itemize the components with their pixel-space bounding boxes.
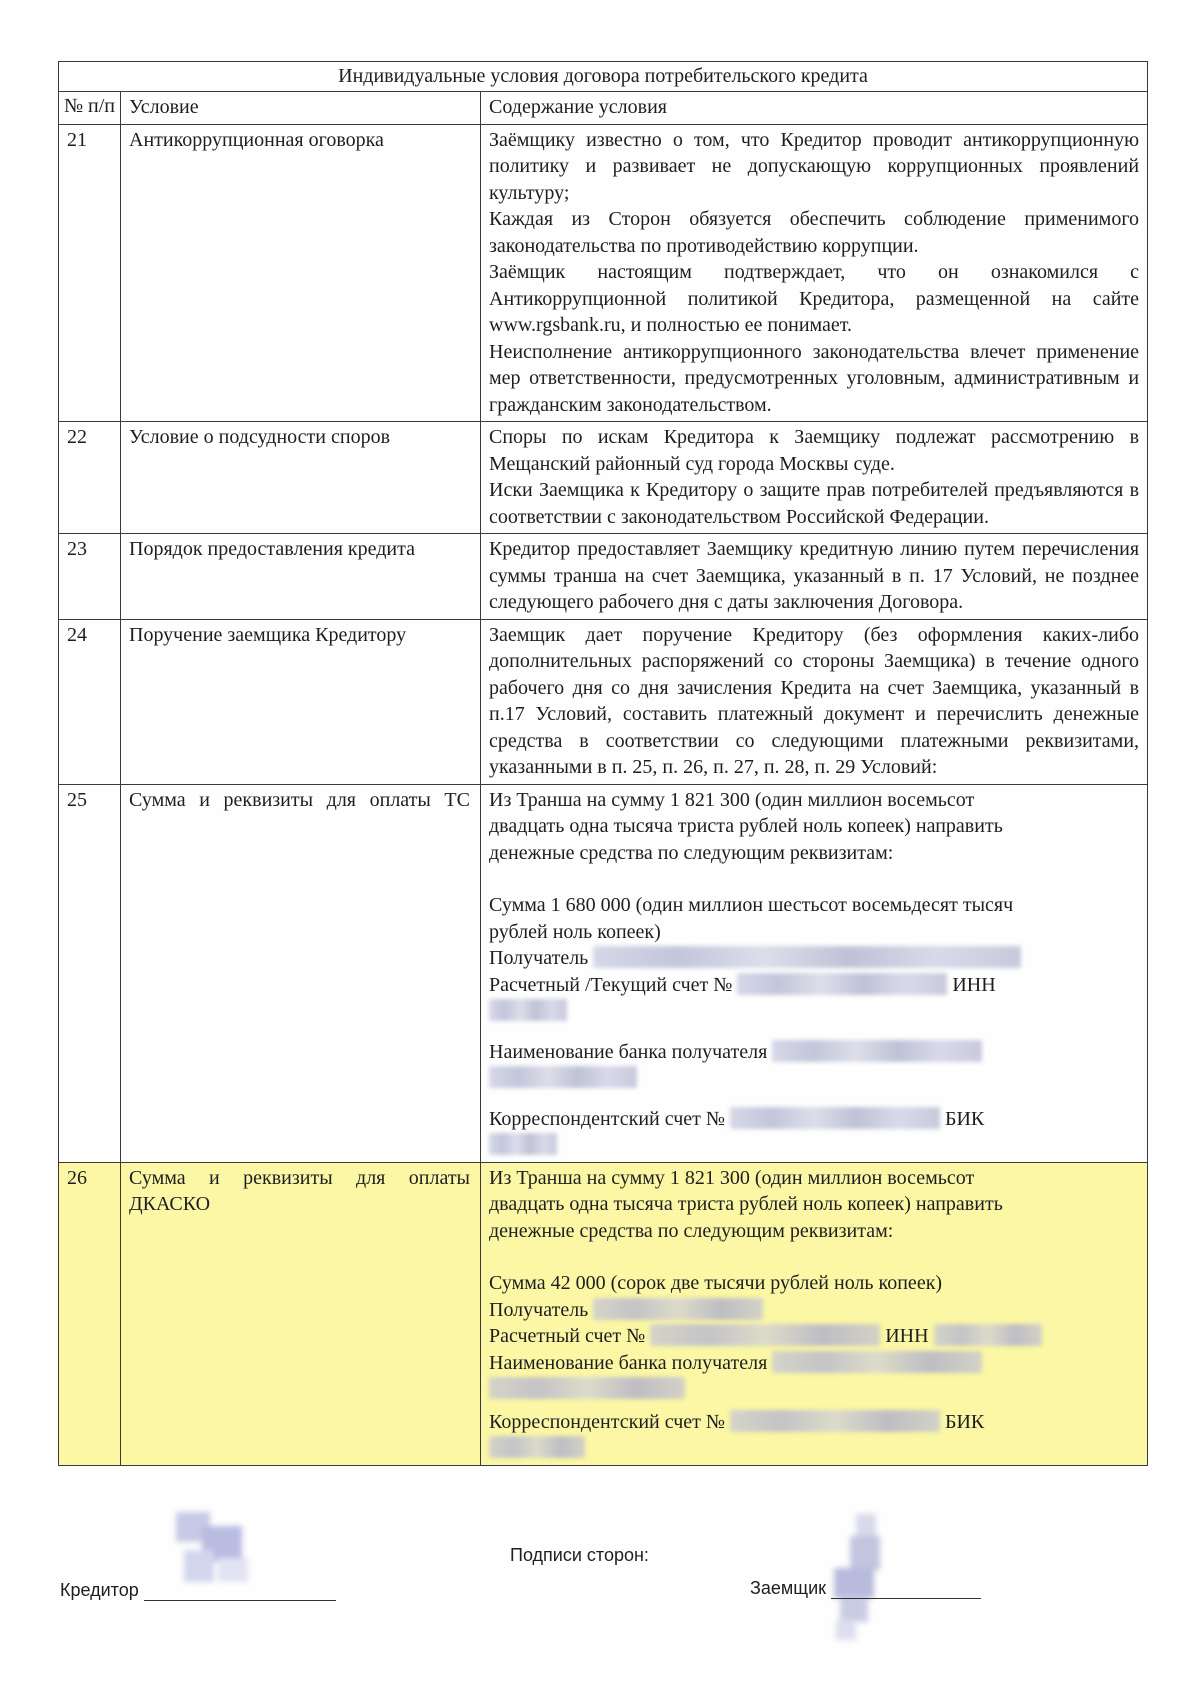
redacted-bik — [489, 1436, 585, 1458]
row-number: 21 — [59, 124, 121, 422]
redacted-bank-2 — [489, 1066, 637, 1088]
intro-line: Из Транша на сумму 1 821 300 (один миллион восемьсот — [489, 788, 975, 811]
intro-line: денежные средства по следующим реквизитам: — [489, 841, 894, 864]
redacted-bank-2 — [489, 1377, 685, 1399]
account-label: Расчетный счет № — [489, 1325, 646, 1347]
recipient-label: Получатель — [489, 1298, 589, 1321]
signatures-title: Подписи сторон: — [510, 1545, 649, 1565]
row-content — [481, 422, 1148, 534]
creditor-signature-mark — [172, 1508, 258, 1590]
creditor-signature — [60, 1580, 336, 1601]
redacted-inn — [489, 999, 567, 1021]
row-number: 25 — [59, 784, 121, 1162]
content-paragraph: Неисполнение антикоррупционного законодательства влечет применение мер ответственности, предусмотренных уголовным, административным и гражданским законодательством. — [489, 340, 1140, 416]
bank-label: Наименование банка получателя — [489, 1040, 768, 1063]
content-paragraph: Кредитор предоставляет Заемщику кредитную линию путем перечисления суммы транша на счет Заемщика, указанный в п. 17 Условий, не позднее следующего рабочего дня с даты заключения Договора. — [489, 538, 1140, 613]
intro-line: двадцать одна тысяча триста рублей ноль копеек) направить — [489, 1193, 1003, 1215]
recipient-line — [489, 1297, 1139, 1324]
bank-line — [489, 1350, 1139, 1377]
header-number: № п/п — [59, 92, 121, 125]
inn-label: ИНН — [885, 1325, 929, 1347]
bank-line-2 — [489, 1065, 1139, 1092]
intro-line: двадцать одна тысяча триста рублей ноль копеек) направить — [489, 815, 1003, 837]
row-number: 24 — [59, 619, 121, 784]
creditor-signature-line — [144, 1580, 336, 1601]
content-paragraph: Заемщик дает поручение Кредитору (без оформления каких-либо дополнительных распоряжений со стороны Заемщика) в течение одного рабочего дня со дня зачисления Кредита на счет Заемщика, указанный в п.17 Условий, составить платежный документ и перечислить денежные средства в соответствии со следующими платежными реквизитами, указанными в п. 25, п. 26, п. 27, п. 28, п. 29 Условий: — [489, 623, 1140, 778]
borrower-signature — [750, 1578, 981, 1599]
redacted-bank — [772, 1040, 982, 1062]
bik-label: БИК — [944, 1410, 985, 1433]
corr-label: Корреспондентский счет № — [489, 1107, 725, 1130]
intro-line: Из Транша на сумму 1 821 300 (один миллион восемьсот — [489, 1166, 975, 1189]
redacted-corr — [730, 1410, 940, 1432]
intro-line: денежные средства по следующим реквизитам: — [489, 1219, 894, 1242]
content-paragraph: Каждая из Сторон обязуется обеспечить соблюдение применимого законодательства по противодействию коррупции. — [489, 208, 1140, 257]
redacted-bik — [489, 1133, 557, 1155]
recipient-line — [489, 945, 1139, 972]
recipient-label: Получатель — [489, 947, 589, 969]
corr-line — [489, 1106, 1139, 1133]
redacted-corr — [730, 1107, 940, 1129]
redacted-account — [737, 973, 947, 995]
row-content — [481, 534, 1148, 620]
row-content — [481, 784, 1148, 1162]
table-row — [59, 534, 1148, 620]
sum-line: Сумма 42 000 (сорок две тысячи рублей ноль копеек) — [489, 1272, 943, 1294]
row-condition: Условие о подсудности споров — [121, 422, 481, 534]
row-condition: Поручение заемщика Кредитору — [121, 619, 481, 784]
bik-value-line — [489, 1435, 1139, 1462]
bik-value-line — [489, 1132, 1139, 1159]
table-row-highlighted — [59, 1162, 1148, 1465]
creditor-signature-icon — [172, 1508, 258, 1590]
table-title-row — [59, 62, 1148, 92]
account-line — [489, 1323, 1139, 1350]
redacted-recipient — [593, 1298, 763, 1320]
redacted-account — [650, 1324, 880, 1346]
creditor-label: Кредитор — [60, 1580, 139, 1600]
row-content — [481, 1162, 1148, 1465]
redacted-bank — [772, 1351, 982, 1373]
bank-line — [489, 1039, 1139, 1066]
account-label: Расчетный /Текущий счет № — [489, 973, 733, 996]
bank-line-2 — [489, 1376, 1139, 1403]
content-paragraph: Заёмщик настоящим подтверждает, что он ознакомился с Антикоррупционной политикой Кредитора, размещенной на сайте www.rgsbank.ru, и полностью ее понимает. — [489, 261, 1140, 336]
row-number: 22 — [59, 422, 121, 534]
sum-line: Сумма 1 680 000 (один миллион шестьсот восемьдесят тысяч — [489, 894, 1014, 916]
header-content: Содержание условия — [481, 92, 1148, 125]
inn-label: ИНН — [952, 973, 996, 996]
content-paragraph: Споры по искам Кредитора к Заемщику подлежат рассмотрению в Мещанский районный суд города Москвы суде. — [489, 426, 1140, 475]
row-content — [481, 124, 1148, 422]
row-content — [481, 619, 1148, 784]
row-number: 23 — [59, 534, 121, 620]
bik-label: БИК — [944, 1107, 985, 1130]
redacted-recipient — [593, 946, 1021, 968]
account-line — [489, 972, 1139, 999]
row-number: 26 — [59, 1162, 121, 1465]
table-row — [59, 784, 1148, 1162]
credit-conditions-table — [58, 61, 1148, 1466]
table-row — [59, 124, 1148, 422]
bank-label: Наименование банка получателя — [489, 1351, 768, 1374]
corr-line — [489, 1409, 1139, 1436]
row-condition: Сумма и реквизиты для оплаты ТС — [121, 784, 481, 1162]
table-header-row — [59, 92, 1148, 125]
row-condition: Антикоррупционная оговорка — [121, 124, 481, 422]
borrower-label: Заемщик — [750, 1578, 827, 1598]
row-condition: Порядок предоставления кредита — [121, 534, 481, 620]
row-condition: Сумма и реквизиты для оплаты ДКАСКО — [121, 1162, 481, 1465]
borrower-signature-line — [831, 1578, 981, 1599]
corr-label: Корреспондентский счет № — [489, 1410, 725, 1433]
table-title: Индивидуальные условия договора потребительского кредита — [59, 62, 1148, 92]
content-paragraph: Заёмщику известно о том, что Кредитор проводит антикоррупционную политику и развивает не допускающую коррупционных проявлений культуру; — [489, 128, 1140, 204]
table-row — [59, 619, 1148, 784]
sum-line: рублей ноль копеек) — [489, 920, 661, 943]
inn-value-line — [489, 998, 1139, 1025]
redacted-inn — [934, 1324, 1042, 1346]
content-paragraph: Иски Заемщика к Кредитору о защите прав потребителей предъявляются в соответствии с законодательством Российской Федерации. — [489, 479, 1140, 528]
table-row — [59, 422, 1148, 534]
header-condition: Условие — [121, 92, 481, 125]
